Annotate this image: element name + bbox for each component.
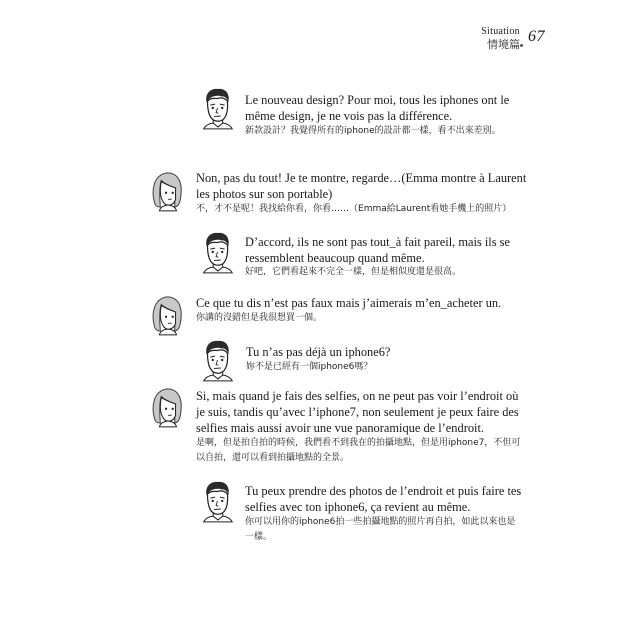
chinese-line: 一樣。 [245,532,273,542]
chinese-line: 以自拍，還可以看到拍攝地點的全景。 [196,453,350,463]
man-portrait-icon [198,477,236,523]
french-line: Tu peux prendre des photos de l’endroit et puis faire tes [245,484,522,498]
french-line: ressemblent beaucoup quand même. [245,251,425,265]
chinese-line: 是啊，但是拍自拍的時候，我們看不到我在的拍攝地點，但是用iphone7，不但可 [196,438,521,448]
page-header [481,26,520,51]
woman-portrait-icon [148,166,186,212]
french-line: selfies mais aussi avoir une vue panoramique de l’endroit. [196,421,484,435]
page-number: 67 [528,28,545,45]
section-title-en: Situation [481,26,520,37]
french-line: Si, mais quand je fais des selfies, on ne peut pas voir l’endroit où [196,389,519,403]
french-line: Le nouveau design? Pour moi, tous les iphones ont le [245,93,510,107]
french-line: Non, pas du tout! Je te montre, regarde…(Emma montre à Laurent [196,171,527,185]
french-line: Tu n’as pas déjà un iphone6? [246,345,391,359]
man-portrait-icon [198,336,236,382]
french-line: Ce que tu dis n’est pas faux mais j’aimerais m’en_acheter un. [196,296,502,310]
chinese-line: 不，才不是呢！我找給你看，你看……（Emma給Laurent看她手機上的照片） [196,204,512,214]
man-portrait-icon [198,84,236,130]
chinese-line: 新款設計？我覺得所有的iphone的設計都一樣，看不出來差別。 [245,126,501,136]
chinese-line: 好吧，它們看起來不完全一樣，但是相似度還是很高。 [245,267,462,277]
chinese-line: 妳不是已經有一個iphone6嗎？ [246,362,373,372]
french-line: je suis, tandis qu’avec l’iphone7, non seulement je peux faire des [196,405,519,419]
french-line: les photos sur son portable) [196,187,333,201]
french-line: selfies avec ton iphone6, ça revient au même. [245,500,471,514]
man-portrait-icon [198,228,236,274]
woman-portrait-icon [148,290,186,336]
section-title-zh: 情境篇 [487,38,520,51]
french-line: D’accord, ils ne sont pas tout_à fait pareil, mais ils se [245,235,510,249]
french-line: même design, je ne vois pas la différence. [245,109,453,123]
header-dot [520,44,523,47]
woman-portrait-icon [148,382,186,428]
chinese-line: 你可以用你的iphone6拍一些拍攝地點的照片再自拍，如此以來也是 [245,517,516,527]
chinese-line: 你講的沒錯但是我很想買一個。 [196,313,323,323]
